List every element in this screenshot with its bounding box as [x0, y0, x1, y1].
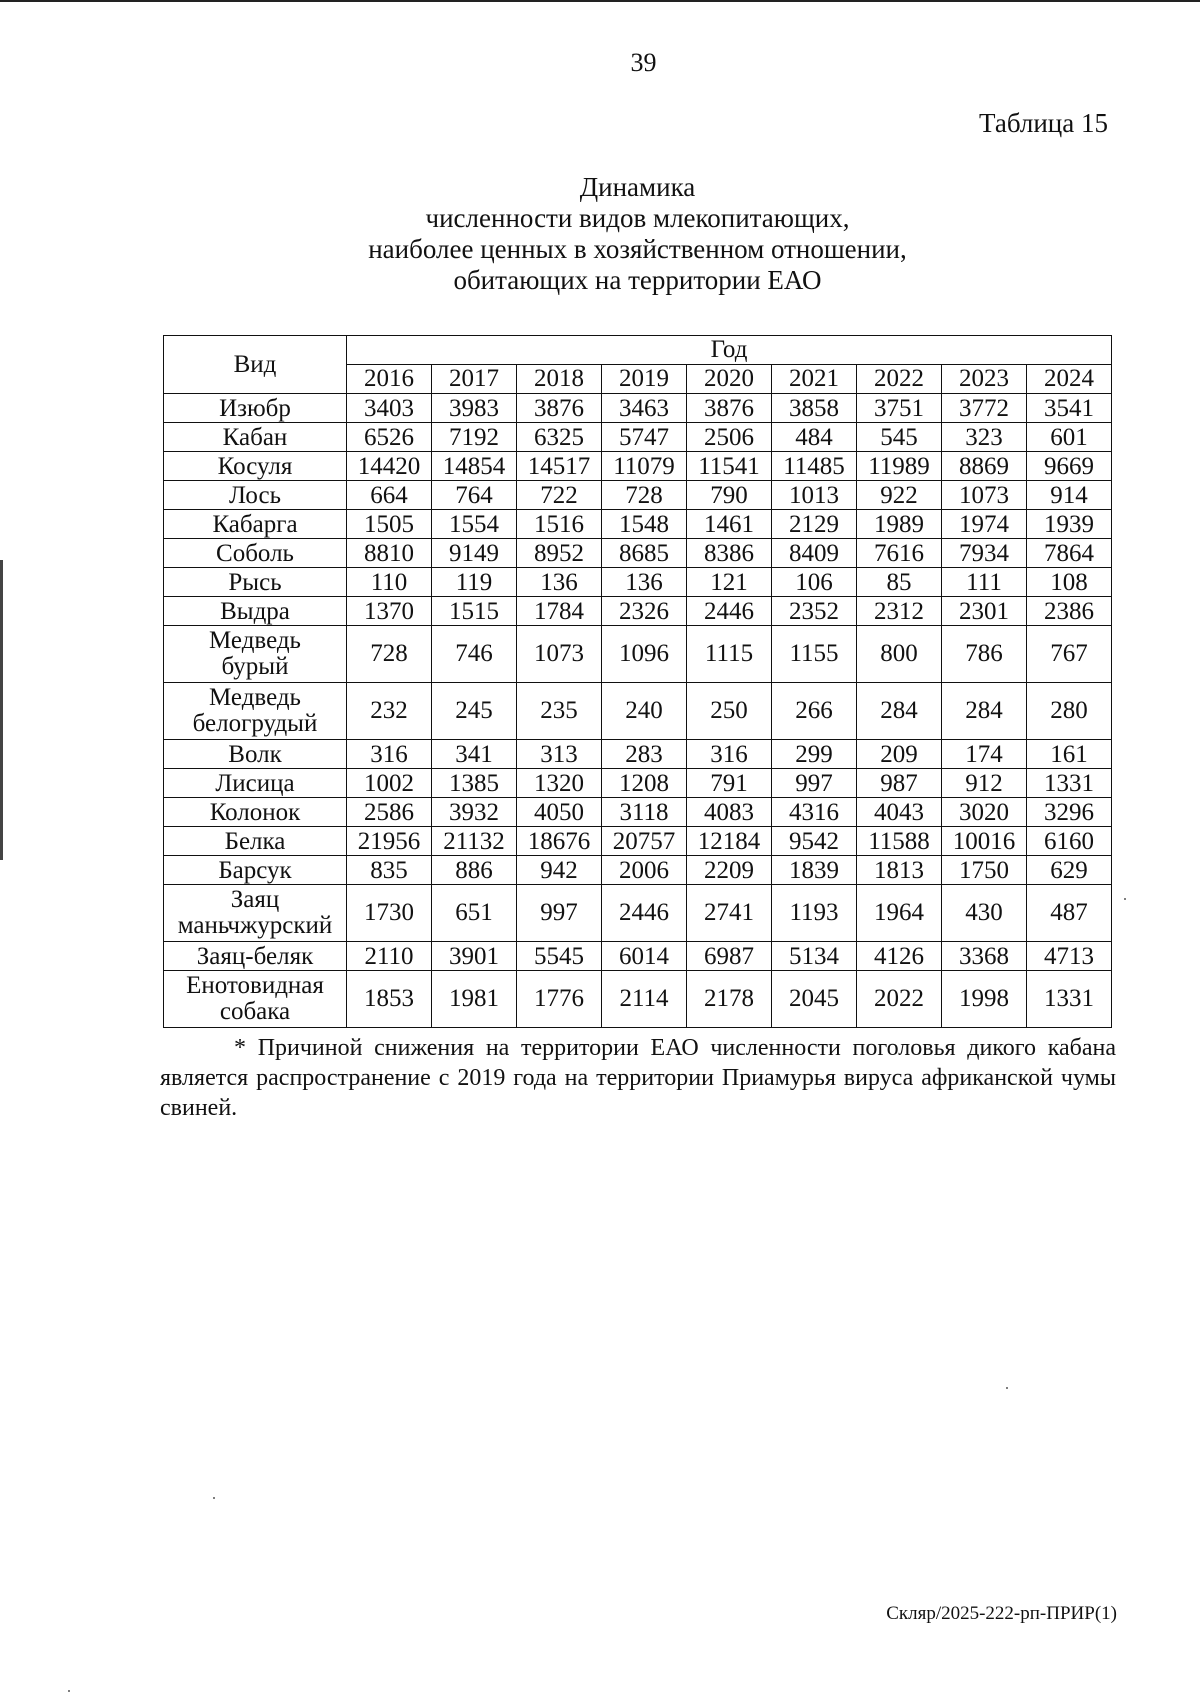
species-name-line: Колонок	[209, 798, 301, 826]
value-cell: 430	[942, 885, 1027, 942]
value-cell: 922	[857, 481, 942, 510]
scan-speck	[1006, 1387, 1008, 1389]
value-cell: 7934	[942, 539, 1027, 568]
value-cell: 8685	[602, 539, 687, 568]
value-cell: 14517	[517, 452, 602, 481]
year-header-cell: 2020	[687, 365, 772, 394]
value-cell: 3020	[942, 798, 1027, 827]
value-cell: 3932	[432, 798, 517, 827]
value-cell: 209	[857, 740, 942, 769]
value-cell: 174	[942, 740, 1027, 769]
value-cell: 942	[517, 856, 602, 885]
species-name-line: Медведь	[209, 684, 301, 711]
species-cell	[164, 971, 347, 1028]
value-cell: 1784	[517, 597, 602, 626]
species-name-line: Волк	[228, 740, 282, 768]
value-cell: 11588	[857, 827, 942, 856]
value-cell: 2312	[857, 597, 942, 626]
value-cell: 1853	[347, 971, 432, 1028]
species-cell	[164, 539, 347, 568]
table-row	[164, 452, 1112, 481]
species-name-line: Косуля	[217, 452, 293, 480]
scan-speck	[213, 1497, 215, 1499]
value-cell: 2006	[602, 856, 687, 885]
value-cell: 323	[942, 423, 1027, 452]
value-cell: 136	[517, 568, 602, 597]
table-row	[164, 798, 1112, 827]
value-cell: 790	[687, 481, 772, 510]
value-cell: 21132	[432, 827, 517, 856]
value-cell: 8952	[517, 539, 602, 568]
year-group-header: Год	[347, 336, 1112, 365]
value-cell: 1461	[687, 510, 772, 539]
value-cell: 5545	[517, 942, 602, 971]
value-cell: 1073	[517, 626, 602, 683]
value-cell: 316	[687, 740, 772, 769]
value-cell: 119	[432, 568, 517, 597]
title-line: Динамика	[579, 172, 696, 202]
species-name-line: Медведь	[209, 627, 301, 654]
value-cell: 764	[432, 481, 517, 510]
value-cell: 12184	[687, 827, 772, 856]
page-number: 39	[630, 48, 657, 77]
value-cell: 3858	[772, 394, 857, 423]
species-name-line: Выдра	[220, 597, 290, 625]
value-cell: 6526	[347, 423, 432, 452]
value-cell: 3463	[602, 394, 687, 423]
table-row	[164, 423, 1112, 452]
value-cell: 1193	[772, 885, 857, 942]
value-cell: 2110	[347, 942, 432, 971]
value-cell: 997	[772, 769, 857, 798]
value-cell: 3876	[517, 394, 602, 423]
value-cell: 1013	[772, 481, 857, 510]
value-cell: 791	[687, 769, 772, 798]
value-cell: 5134	[772, 942, 857, 971]
species-name-line: Кабарга	[212, 510, 298, 538]
species-cell	[164, 942, 347, 971]
table-label: Таблица 15	[979, 108, 1108, 138]
title-line: численности видов млекопитающих,	[425, 203, 850, 233]
value-cell: 1964	[857, 885, 942, 942]
value-cell: 1505	[347, 510, 432, 539]
title-line: обитающих на территории ЕАО	[453, 265, 822, 295]
species-name-line: Белка	[224, 827, 286, 855]
value-cell: 1096	[602, 626, 687, 683]
species-cell	[164, 510, 347, 539]
species-name-line: Лось	[229, 481, 281, 509]
value-cell: 2446	[602, 885, 687, 942]
value-cell: 1115	[687, 626, 772, 683]
value-cell: 1208	[602, 769, 687, 798]
value-cell: 7616	[857, 539, 942, 568]
species-cell	[164, 394, 347, 423]
value-cell: 3296	[1027, 798, 1112, 827]
table-row	[164, 856, 1112, 885]
value-cell: 8869	[942, 452, 1027, 481]
value-cell: 161	[1027, 740, 1112, 769]
value-cell: 1989	[857, 510, 942, 539]
value-cell: 3368	[942, 942, 1027, 971]
value-cell: 14420	[347, 452, 432, 481]
value-cell: 1974	[942, 510, 1027, 539]
value-cell: 3772	[942, 394, 1027, 423]
table-body	[164, 394, 1112, 1028]
value-cell: 9542	[772, 827, 857, 856]
scan-speck	[1124, 898, 1126, 900]
value-cell: 2506	[687, 423, 772, 452]
year-header-cell: 2017	[432, 365, 517, 394]
value-cell: 1370	[347, 597, 432, 626]
value-cell: 8409	[772, 539, 857, 568]
table-row	[164, 942, 1112, 971]
value-cell: 786	[942, 626, 1027, 683]
table-row	[164, 481, 1112, 510]
year-header-cell: 2022	[857, 365, 942, 394]
value-cell: 2352	[772, 597, 857, 626]
species-cell	[164, 568, 347, 597]
value-cell: 767	[1027, 626, 1112, 683]
species-column-header: Вид	[164, 336, 347, 394]
table-row	[164, 971, 1112, 1028]
species-name-line: Изюбр	[219, 394, 291, 422]
year-header-cell: 2016	[347, 365, 432, 394]
value-cell: 341	[432, 740, 517, 769]
value-cell: 3876	[687, 394, 772, 423]
value-cell: 2022	[857, 971, 942, 1028]
value-cell: 1515	[432, 597, 517, 626]
value-cell: 232	[347, 683, 432, 740]
value-cell: 4050	[517, 798, 602, 827]
value-cell: 14854	[432, 452, 517, 481]
value-cell: 728	[347, 626, 432, 683]
value-cell: 1385	[432, 769, 517, 798]
value-cell: 6325	[517, 423, 602, 452]
year-header-cell: 2021	[772, 365, 857, 394]
table-row	[164, 769, 1112, 798]
value-cell: 21956	[347, 827, 432, 856]
value-cell: 3751	[857, 394, 942, 423]
value-cell: 245	[432, 683, 517, 740]
value-cell: 4126	[857, 942, 942, 971]
value-cell: 2129	[772, 510, 857, 539]
value-cell: 6014	[602, 942, 687, 971]
species-cell	[164, 597, 347, 626]
species-name-line: Заяц	[230, 886, 280, 913]
species-name-line: Кабан	[222, 423, 288, 451]
value-cell: 1939	[1027, 510, 1112, 539]
species-name-line: Барсук	[218, 856, 292, 884]
value-cell: 313	[517, 740, 602, 769]
value-cell: 299	[772, 740, 857, 769]
value-cell: 3118	[602, 798, 687, 827]
table-row	[164, 394, 1112, 423]
species-name-line: маньчжурский	[177, 912, 333, 939]
table-row	[164, 568, 1112, 597]
species-cell	[164, 452, 347, 481]
year-header-cell: 2019	[602, 365, 687, 394]
value-cell: 484	[772, 423, 857, 452]
species-cell	[164, 683, 347, 740]
value-cell: 1320	[517, 769, 602, 798]
table-row	[164, 626, 1112, 683]
table-row	[164, 827, 1112, 856]
value-cell: 651	[432, 885, 517, 942]
year-header-cell: 2023	[942, 365, 1027, 394]
value-cell: 914	[1027, 481, 1112, 510]
value-cell: 912	[942, 769, 1027, 798]
value-cell: 4083	[687, 798, 772, 827]
value-cell: 1981	[432, 971, 517, 1028]
species-cell	[164, 626, 347, 683]
value-cell: 280	[1027, 683, 1112, 740]
table-title	[0, 172, 1200, 296]
table-row	[164, 510, 1112, 539]
value-cell: 2586	[347, 798, 432, 827]
species-name-line: Соболь	[216, 539, 294, 567]
species-cell	[164, 481, 347, 510]
value-cell: 108	[1027, 568, 1112, 597]
value-cell: 111	[942, 568, 1027, 597]
header-row	[164, 336, 1112, 365]
value-cell: 110	[347, 568, 432, 597]
value-cell: 5747	[602, 423, 687, 452]
value-cell: 487	[1027, 885, 1112, 942]
table-row	[164, 539, 1112, 568]
species-name-line: Енотовидная	[186, 972, 324, 999]
value-cell: 1548	[602, 510, 687, 539]
value-cell: 3541	[1027, 394, 1112, 423]
value-cell: 1155	[772, 626, 857, 683]
species-name-line: Лисица	[215, 769, 295, 797]
value-cell: 1002	[347, 769, 432, 798]
value-cell: 284	[857, 683, 942, 740]
value-cell: 20757	[602, 827, 687, 856]
value-cell: 8810	[347, 539, 432, 568]
value-cell: 11485	[772, 452, 857, 481]
value-cell: 4713	[1027, 942, 1112, 971]
value-cell: 1516	[517, 510, 602, 539]
value-cell: 136	[602, 568, 687, 597]
value-cell: 1750	[942, 856, 1027, 885]
scan-edge-top	[0, 0, 1200, 2]
value-cell: 886	[432, 856, 517, 885]
value-cell: 2114	[602, 971, 687, 1028]
value-cell: 1073	[942, 481, 1027, 510]
value-cell: 9149	[432, 539, 517, 568]
value-cell: 4043	[857, 798, 942, 827]
value-cell: 9669	[1027, 452, 1112, 481]
value-cell: 800	[857, 626, 942, 683]
species-cell	[164, 423, 347, 452]
value-cell: 601	[1027, 423, 1112, 452]
value-cell: 2045	[772, 971, 857, 1028]
value-cell: 18676	[517, 827, 602, 856]
value-cell: 1331	[1027, 971, 1112, 1028]
species-population-table	[163, 335, 1112, 1028]
scan-speck	[68, 1690, 70, 1692]
value-cell: 316	[347, 740, 432, 769]
value-cell: 106	[772, 568, 857, 597]
value-cell: 6987	[687, 942, 772, 971]
value-cell: 2326	[602, 597, 687, 626]
species-name-line: Рысь	[228, 568, 282, 596]
value-cell: 1998	[942, 971, 1027, 1028]
value-cell: 1554	[432, 510, 517, 539]
value-cell: 545	[857, 423, 942, 452]
value-cell: 6160	[1027, 827, 1112, 856]
value-cell: 7192	[432, 423, 517, 452]
year-header-cell: 2024	[1027, 365, 1112, 394]
value-cell: 2386	[1027, 597, 1112, 626]
value-cell: 629	[1027, 856, 1112, 885]
species-name-line: белогрудый	[192, 710, 318, 737]
value-cell: 1839	[772, 856, 857, 885]
value-cell: 11079	[602, 452, 687, 481]
value-cell: 284	[942, 683, 1027, 740]
value-cell: 3403	[347, 394, 432, 423]
value-cell: 835	[347, 856, 432, 885]
document-code: Скляр/2025-222-рп-ПРИР(1)	[886, 1603, 1117, 1624]
value-cell: 2446	[687, 597, 772, 626]
value-cell: 250	[687, 683, 772, 740]
value-cell: 1813	[857, 856, 942, 885]
value-cell: 997	[517, 885, 602, 942]
table-row	[164, 885, 1112, 942]
value-cell: 1776	[517, 971, 602, 1028]
value-cell: 2209	[687, 856, 772, 885]
value-cell: 987	[857, 769, 942, 798]
value-cell: 8386	[687, 539, 772, 568]
value-cell: 746	[432, 626, 517, 683]
scan-edge-left	[0, 560, 3, 860]
value-cell: 11989	[857, 452, 942, 481]
table-row	[164, 683, 1112, 740]
value-cell: 728	[602, 481, 687, 510]
species-cell	[164, 856, 347, 885]
value-cell: 283	[602, 740, 687, 769]
species-cell	[164, 827, 347, 856]
value-cell: 722	[517, 481, 602, 510]
value-cell: 1331	[1027, 769, 1112, 798]
value-cell: 3901	[432, 942, 517, 971]
species-cell	[164, 885, 347, 942]
species-name-line: бурый	[221, 653, 289, 680]
value-cell: 3983	[432, 394, 517, 423]
title-line: наиболее ценных в хозяйственном отношении,	[368, 234, 907, 264]
value-cell: 664	[347, 481, 432, 510]
species-cell	[164, 769, 347, 798]
value-cell: 11541	[687, 452, 772, 481]
value-cell: 1730	[347, 885, 432, 942]
value-cell: 266	[772, 683, 857, 740]
value-cell: 7864	[1027, 539, 1112, 568]
value-cell: 4316	[772, 798, 857, 827]
value-cell: 2741	[687, 885, 772, 942]
species-name-line: Заяц-беляк	[196, 942, 314, 970]
value-cell: 235	[517, 683, 602, 740]
species-cell	[164, 740, 347, 769]
value-cell: 85	[857, 568, 942, 597]
footnote: * Причиной снижения на территории ЕАО численности поголовья дикого кабана является распространение с 2019 года на территории Приамурья вируса африканской чумы свиней.	[160, 1035, 1116, 1121]
value-cell: 240	[602, 683, 687, 740]
table-row	[164, 740, 1112, 769]
value-cell: 2301	[942, 597, 1027, 626]
value-cell: 10016	[942, 827, 1027, 856]
species-cell	[164, 798, 347, 827]
table-row	[164, 597, 1112, 626]
year-header-cell: 2018	[517, 365, 602, 394]
species-name-line: собака	[219, 998, 291, 1025]
value-cell: 121	[687, 568, 772, 597]
value-cell: 2178	[687, 971, 772, 1028]
